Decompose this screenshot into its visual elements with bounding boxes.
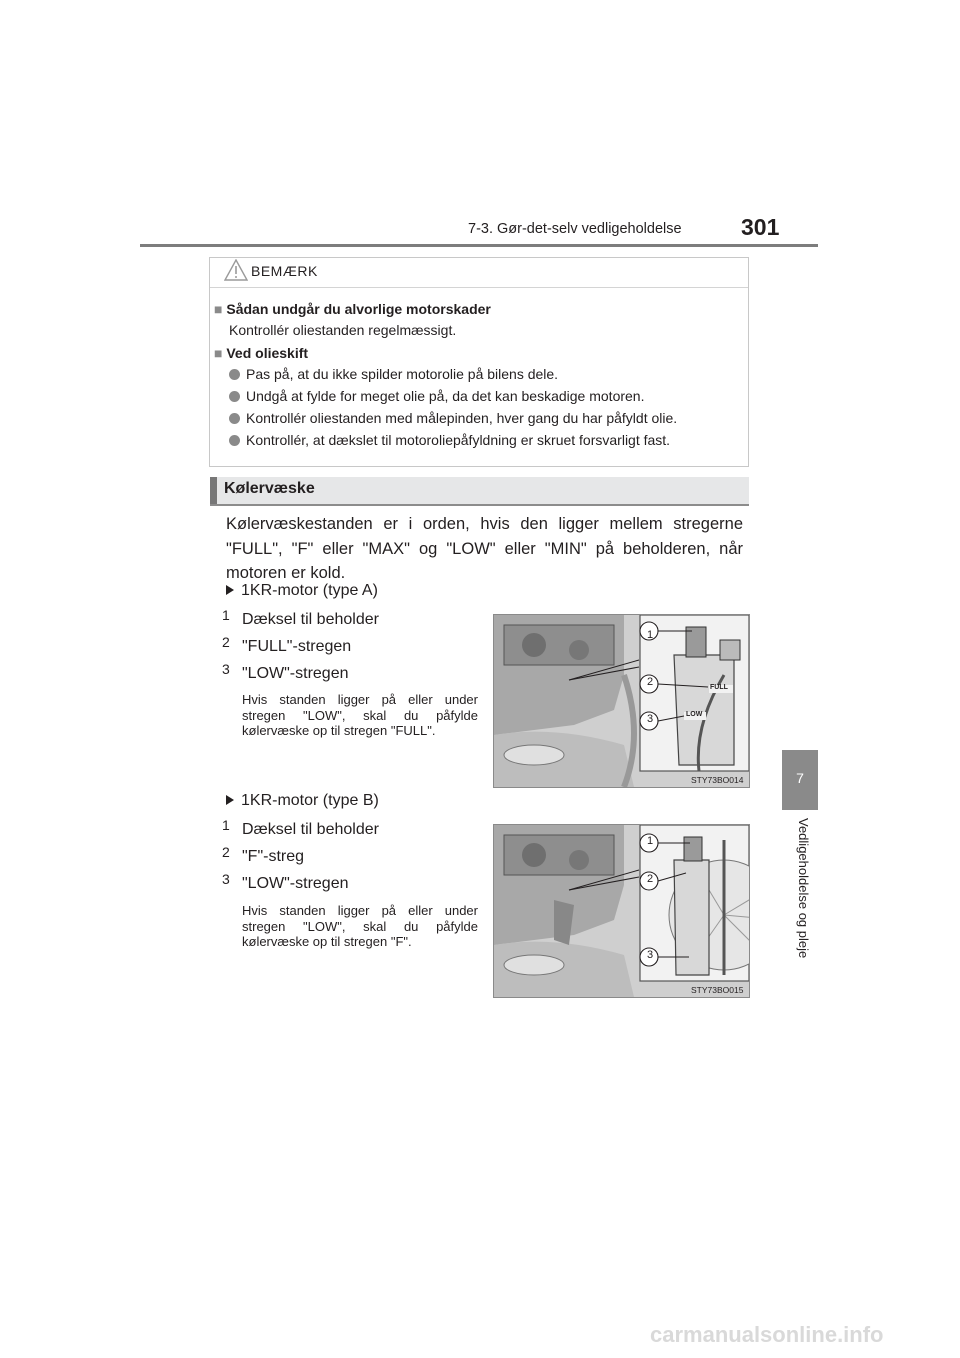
item-number: 3	[222, 871, 230, 887]
bullet-dot-icon	[229, 413, 240, 424]
tank-mark-low: LOW	[686, 711, 703, 718]
note-heading-text: Sådan undgår du alvorlige motorskader	[226, 301, 491, 317]
note-text: Kontrollér oliestanden regelmæssigt.	[229, 322, 457, 338]
note-header-divider	[210, 287, 748, 288]
chapter-number: 7	[796, 770, 804, 786]
type-b-title: 1KR-motor (type B)	[226, 792, 379, 810]
type-b-note: Hvis standen ligger på eller under stregen "LOW", skal du påfylde kølervæske op til stregen "F".	[242, 903, 478, 949]
page-number: 301	[741, 214, 780, 240]
section-title: 7-3. Gør-det-selv vedligeholdelse	[468, 221, 682, 237]
type-a-title: 1KR-motor (type A)	[226, 582, 378, 600]
image-code: STY73BO015	[691, 985, 744, 995]
item-number: 2	[222, 844, 230, 860]
coolant-intro: Kølervæskestanden er i orden, hvis den ligger mellem stregerne "FULL", "F" eller "MAX" og "LOW" eller "MIN" på beholderen, når motoren er kold.	[226, 515, 743, 582]
note-bullet: Kontrollér, at dækslet til motoroliepåfyldning er skruet forsvarligt fast.	[229, 432, 670, 448]
type-a-note: Hvis standen ligger på eller under stregen "LOW", skal du påfylde kølervæske op til stregen "FULL".	[242, 692, 478, 738]
chapter-label	[791, 818, 811, 1018]
triangle-bullet-icon	[226, 585, 234, 595]
item-label: Dæksel til beholder	[242, 821, 379, 838]
warning-icon	[224, 259, 248, 281]
image-code: STY73BO014	[691, 775, 744, 785]
note-heading-engine-damage	[214, 301, 491, 317]
item-label: "F"-streg	[242, 848, 305, 865]
callout-number: 2	[646, 676, 654, 688]
note-bullet: Pas på, at du ikke spilder motorolie på bilens dele.	[229, 366, 558, 382]
callout-number: 2	[646, 873, 654, 885]
engine-illustration	[494, 615, 749, 787]
bullet-dot-icon	[229, 369, 240, 380]
note-title: BEMÆRK	[251, 263, 318, 279]
bullet-dot-icon	[229, 435, 240, 446]
item-label: Dæksel til beholder	[242, 611, 379, 628]
chapter-label-text: Vedligeholdelse og pleje	[796, 818, 811, 959]
callout-number: 3	[646, 949, 654, 961]
section-heading: Kølervæske	[224, 480, 315, 497]
note-heading-oil-change	[214, 345, 308, 361]
item-number: 2	[222, 634, 230, 650]
note-bullet: Undgå at fylde for meget olie på, da det kan beskadige motoren.	[229, 388, 644, 404]
engine-photo-type-b	[493, 824, 750, 998]
engine-photo-type-a	[493, 614, 750, 788]
header-rule	[140, 244, 818, 247]
callout-number: 1	[646, 835, 654, 847]
item-number: 3	[222, 661, 230, 677]
item-label: "LOW"-stregen	[242, 875, 349, 892]
item-number: 1	[222, 607, 230, 623]
triangle-bullet-icon	[226, 795, 234, 805]
bullet-dot-icon	[229, 391, 240, 402]
square-bullet-icon: ■	[214, 301, 223, 317]
footer-watermark: carmanualsonline.info	[650, 1322, 884, 1347]
callout-number: 1	[646, 629, 654, 641]
item-number: 1	[222, 817, 230, 833]
item-label: "LOW"-stregen	[242, 665, 349, 682]
tank-mark-full: FULL	[710, 684, 728, 691]
item-label: "FULL"-stregen	[242, 638, 352, 655]
note-heading-text: Ved olieskift	[226, 345, 309, 361]
engine-illustration	[494, 825, 749, 997]
square-bullet-icon: ■	[214, 345, 223, 361]
note-bullet: Kontrollér oliestanden med målepinden, hver gang du har påfyldt olie.	[229, 410, 677, 426]
section-heading-marker	[210, 477, 217, 504]
callout-number: 3	[646, 713, 654, 725]
